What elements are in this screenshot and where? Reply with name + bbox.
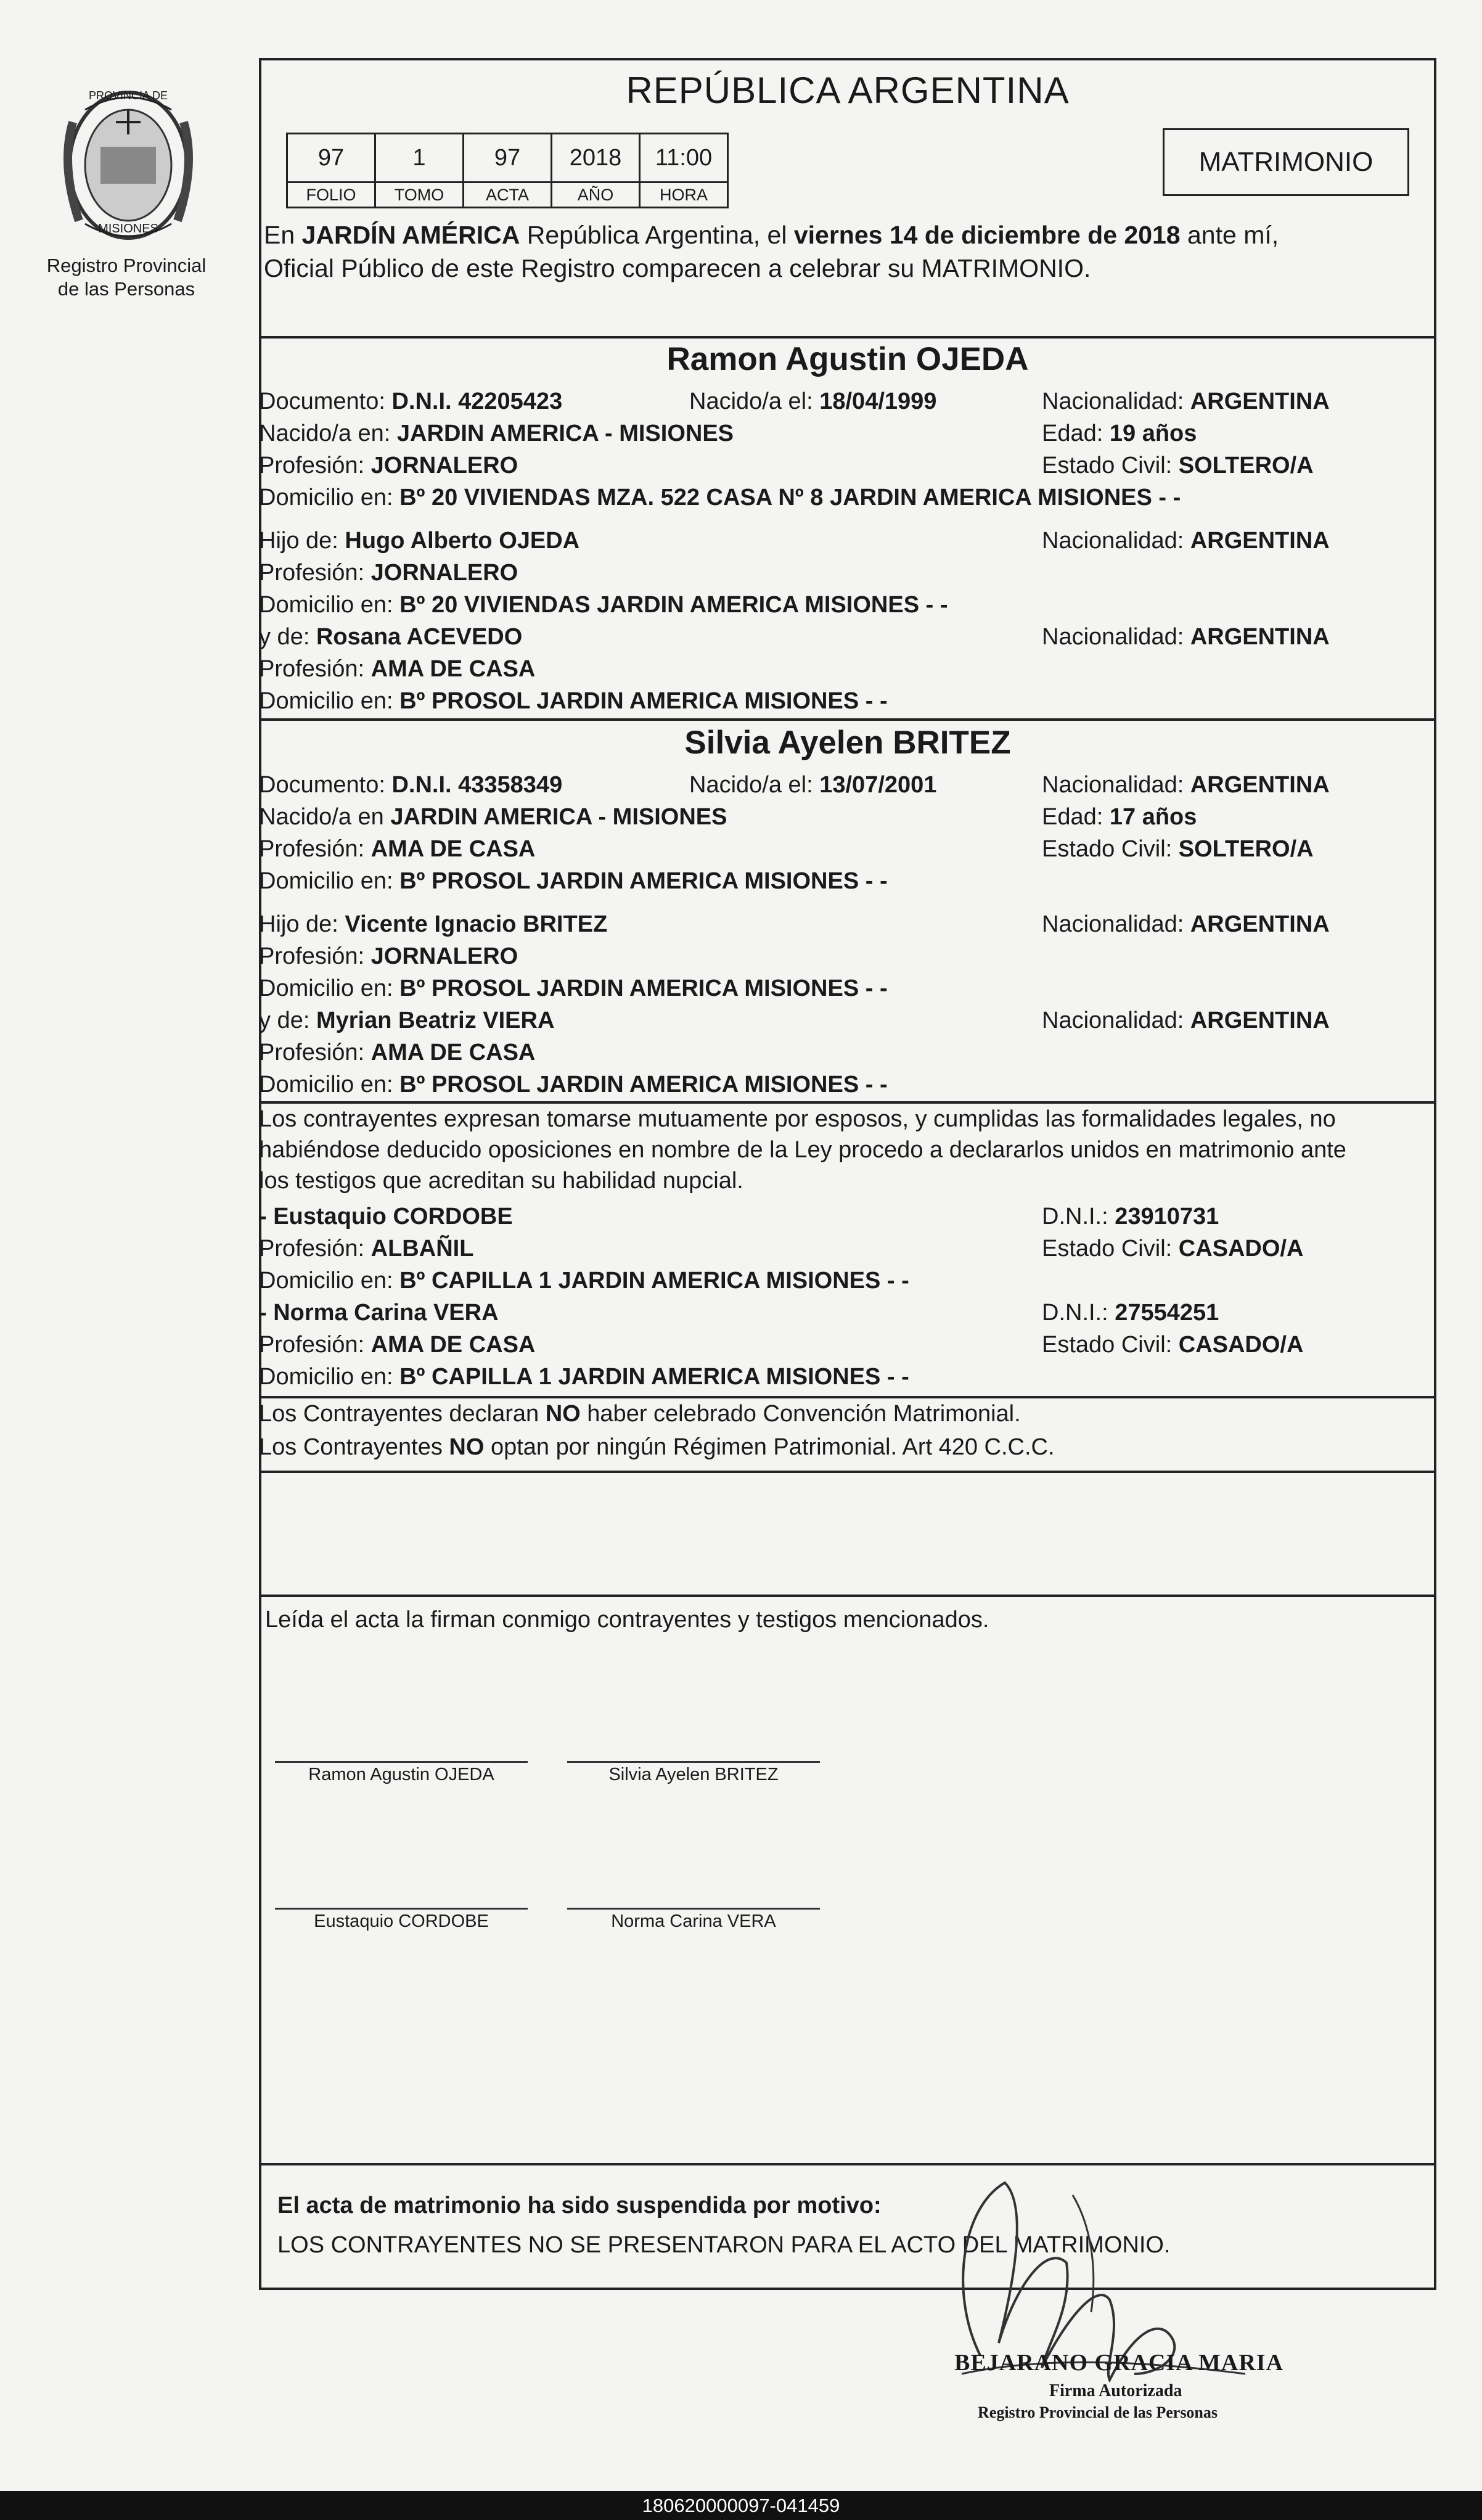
signature-label-2: Silvia Ayelen BRITEZ xyxy=(608,1765,779,1784)
value: AMA DE CASA xyxy=(370,1040,536,1065)
label: Hijo de: xyxy=(259,911,345,937)
label: Edad: xyxy=(1042,421,1110,446)
label: Nacionalidad: xyxy=(1042,388,1190,414)
label: Domicilio en: xyxy=(259,975,400,1001)
signature-line xyxy=(275,1761,528,1763)
label: D.N.I.: xyxy=(1042,1204,1115,1229)
value: 13/07/2001 xyxy=(819,772,937,798)
spouse1-father xyxy=(259,525,579,556)
acta-label: ACTA xyxy=(464,183,552,208)
signature-line xyxy=(567,1908,820,1910)
value: Bº PROSOL JARDIN AMERICA MISIONES - - xyxy=(399,688,888,714)
spouse1-born xyxy=(689,386,936,417)
value: Bº 20 VIVIENDAS JARDIN AMERICA MISIONES - - xyxy=(399,592,948,618)
intro-text: ante mí, xyxy=(1180,221,1279,249)
registry-box xyxy=(286,133,729,208)
divider xyxy=(259,1471,1436,1473)
regime-clause xyxy=(259,1432,1055,1463)
spouse2-doc xyxy=(259,770,562,800)
label: Estado Civil: xyxy=(1042,1332,1179,1358)
value: ARGENTINA xyxy=(1190,1008,1330,1033)
label: y de: xyxy=(259,624,316,650)
text: haber celebrado Convención Matrimonial. xyxy=(580,1401,1021,1427)
divider xyxy=(259,718,1436,721)
seal-text-top: PROVINCIA DE xyxy=(88,89,168,102)
spouse2-prof xyxy=(259,834,535,864)
spouse1-father-nat xyxy=(1042,525,1330,556)
serial-number: 180620000097-041459 xyxy=(0,2491,1482,2520)
text-bold: NO xyxy=(545,1401,581,1427)
spouse1-addr xyxy=(259,482,1181,513)
label: Edad: xyxy=(1042,804,1110,830)
spouse1-mother-prof xyxy=(259,654,535,684)
spouse2-civil xyxy=(1042,834,1314,864)
hour-label: HORA xyxy=(640,183,728,208)
spouse2-father-nat xyxy=(1042,909,1330,940)
value: Bº CAPILLA 1 JARDIN AMERICA MISIONES - - xyxy=(399,1268,909,1294)
spouse2-mother-prof xyxy=(259,1037,535,1068)
value: JARDIN AMERICA - MISIONES xyxy=(396,421,734,446)
witness1-addr xyxy=(259,1265,909,1296)
declaration-line3: los testigos que acreditan su habilidad nupcial. xyxy=(259,1168,743,1194)
intro-line2: Oficial Público de este Registro comparecen a celebrar su MATRIMONIO. xyxy=(264,254,1091,282)
spouse2-nat xyxy=(1042,770,1330,800)
spouse2-father xyxy=(259,909,607,940)
label: Domicilio en: xyxy=(259,1072,400,1098)
value: 17 años xyxy=(1109,804,1197,830)
witness2-addr xyxy=(259,1361,909,1392)
spouse1-mother-addr xyxy=(259,686,888,716)
stamp-office: Registro Provincial de las Personas xyxy=(978,2403,1218,2421)
folio-value: 97 xyxy=(287,134,375,183)
witness2-prof xyxy=(259,1329,535,1360)
value: ALBAÑIL xyxy=(370,1236,474,1262)
suspension-reason: LOS CONTRAYENTES NO SE PRESENTARON PARA EL ACTO DEL MATRIMONIO. xyxy=(277,2232,1171,2258)
label: Nacionalidad: xyxy=(1042,1008,1190,1033)
spouse1-mother xyxy=(259,622,522,652)
label: Domicilio en: xyxy=(259,688,400,714)
spouse2-mother-addr xyxy=(259,1069,888,1100)
value: AMA DE CASA xyxy=(370,836,536,862)
intro-date: viernes 14 de diciembre de 2018 xyxy=(793,221,1181,249)
label: Estado Civil: xyxy=(1042,836,1179,862)
value: 27554251 xyxy=(1115,1300,1219,1326)
spouse1-civil xyxy=(1042,450,1314,481)
page-title: REPÚBLICA ARGENTINA xyxy=(626,70,1070,111)
label: Hijo de: xyxy=(259,528,345,554)
label: Nacionalidad: xyxy=(1042,528,1190,554)
value: ARGENTINA xyxy=(1190,528,1330,554)
intro-line1 xyxy=(264,218,1279,252)
spouse1-doc xyxy=(259,386,562,417)
value: 23910731 xyxy=(1115,1204,1219,1229)
seal-text-bottom: MISIONES xyxy=(98,222,158,236)
label: Domicilio en: xyxy=(259,592,400,618)
label: Profesión: xyxy=(259,560,371,586)
witness1-prof xyxy=(259,1233,473,1264)
value: CASADO/A xyxy=(1178,1332,1304,1358)
seal-label xyxy=(25,254,228,301)
divider xyxy=(259,1594,1436,1597)
label: Estado Civil: xyxy=(1042,453,1179,478)
signature-line xyxy=(567,1761,820,1763)
value: 19 años xyxy=(1109,421,1197,446)
stamp-name: BEJARANO GRACIA MARIA xyxy=(954,2350,1284,2376)
suspension-heading: El acta de matrimonio ha sido suspendida por motivo: xyxy=(277,2193,882,2218)
value: Bº PROSOL JARDIN AMERICA MISIONES - - xyxy=(399,975,888,1001)
declaration-line2: habiéndose deducido oposiciones en nombre de la Ley procedo a declararlos unidos en matrimonio ante xyxy=(259,1137,1346,1163)
text: Los Contrayentes xyxy=(259,1434,449,1460)
spouse1-mother-nat xyxy=(1042,622,1330,652)
divider xyxy=(259,336,1436,339)
label: Profesión: xyxy=(259,453,371,478)
intro-place: JARDÍN AMÉRICA xyxy=(301,221,520,249)
text: Los Contrayentes declaran xyxy=(259,1401,546,1427)
value: JORNALERO xyxy=(370,560,518,586)
spouse1-nat xyxy=(1042,386,1330,417)
acta-value: 97 xyxy=(464,134,552,183)
value: JARDIN AMERICA - MISIONES xyxy=(390,804,727,830)
value: Rosana ACEVEDO xyxy=(316,624,523,650)
value: AMA DE CASA xyxy=(370,656,536,682)
value: ARGENTINA xyxy=(1190,772,1330,798)
label: Nacionalidad: xyxy=(1042,772,1190,798)
label: Nacido/a en xyxy=(259,804,391,830)
value: Bº 20 VIVIENDAS MZA. 522 CASA Nº 8 JARDIN AMERICA MISIONES - - xyxy=(399,485,1181,511)
spouse1-birthplace xyxy=(259,418,734,449)
label: Profesión: xyxy=(259,1332,371,1358)
value: CASADO/A xyxy=(1178,1236,1304,1262)
value: ARGENTINA xyxy=(1190,911,1330,937)
tomo-value: 1 xyxy=(375,134,464,183)
value: Bº CAPILLA 1 JARDIN AMERICA MISIONES - - xyxy=(399,1364,909,1390)
value: ARGENTINA xyxy=(1190,388,1330,414)
signature-label-1: Ramon Agustin OJEDA xyxy=(308,1765,494,1784)
label: Nacionalidad: xyxy=(1042,911,1190,937)
value: Myrian Beatriz VIERA xyxy=(316,1008,555,1033)
label: Profesión: xyxy=(259,1040,371,1065)
spouse1-name: Ramon Agustin OJEDA xyxy=(666,341,1029,377)
label: Documento: xyxy=(259,772,392,798)
witness1-name xyxy=(259,1201,513,1232)
year-value: 2018 xyxy=(552,134,640,183)
spouse1-father-prof xyxy=(259,557,518,588)
label: Nacido/a en: xyxy=(259,421,397,446)
folio-label: FOLIO xyxy=(287,183,375,208)
value: D.N.I. 43358349 xyxy=(391,772,563,798)
label: Nacido/a el: xyxy=(689,772,820,798)
intro-text: República Argentina, el xyxy=(520,221,794,249)
convention-clause xyxy=(259,1398,1021,1429)
value: SOLTERO/A xyxy=(1178,836,1314,862)
value: Bº PROSOL JARDIN AMERICA MISIONES - - xyxy=(399,868,888,894)
value: Vicente Ignacio BRITEZ xyxy=(345,911,608,937)
label: Domicilio en: xyxy=(259,485,400,511)
witness2-dni xyxy=(1042,1297,1219,1328)
label: y de: xyxy=(259,1008,316,1033)
spouse2-name: Silvia Ayelen BRITEZ xyxy=(684,724,1011,761)
value: 18/04/1999 xyxy=(819,388,937,414)
label: Domicilio en: xyxy=(259,1268,400,1294)
spouse2-mother xyxy=(259,1005,554,1036)
label: D.N.I.: xyxy=(1042,1300,1115,1326)
label: Profesión: xyxy=(259,836,371,862)
label: Nacido/a el: xyxy=(689,388,820,414)
label: Profesión: xyxy=(259,656,371,682)
value: JORNALERO xyxy=(370,943,518,969)
spouse2-age xyxy=(1042,802,1197,832)
witness2-name xyxy=(259,1297,499,1328)
witness1-dni xyxy=(1042,1201,1219,1232)
spouse1-father-addr xyxy=(259,589,948,620)
act-type-box: MATRIMONIO xyxy=(1163,128,1409,196)
text-bold: NO xyxy=(449,1434,485,1460)
label: Documento: xyxy=(259,388,392,414)
signature-line xyxy=(275,1908,528,1910)
divider xyxy=(259,2163,1436,2165)
stamp-role: Firma Autorizada xyxy=(1049,2381,1182,2400)
intro-text: En xyxy=(264,221,302,249)
value: SOLTERO/A xyxy=(1178,453,1314,478)
spouse2-addr xyxy=(259,866,888,897)
value: Bº PROSOL JARDIN AMERICA MISIONES - - xyxy=(399,1072,888,1098)
declaration-line1: Los contrayentes expresan tomarse mutuamente por esposos, y cumplidas las formalidades legales, no xyxy=(259,1106,1336,1132)
signature-label-4: Norma Carina VERA xyxy=(611,1911,776,1931)
spouse2-born xyxy=(689,770,936,800)
value: Hugo Alberto OJEDA xyxy=(345,528,580,554)
spouse2-birthplace xyxy=(259,802,727,832)
value: AMA DE CASA xyxy=(370,1332,536,1358)
signature-label-3: Eustaquio CORDOBE xyxy=(314,1911,489,1931)
label: Profesión: xyxy=(259,1236,371,1262)
label: Nacionalidad: xyxy=(1042,624,1190,650)
label: Domicilio en: xyxy=(259,1364,400,1390)
text: optan por ningún Régimen Patrimonial. Art 420 C.C.C. xyxy=(484,1434,1055,1460)
value: ARGENTINA xyxy=(1190,624,1330,650)
label: Profesión: xyxy=(259,943,371,969)
closing-text: Leída el acta la firman conmigo contrayentes y testigos mencionados. xyxy=(265,1607,989,1633)
spouse1-age xyxy=(1042,418,1197,449)
spouse2-father-addr xyxy=(259,973,888,1004)
witness2-civil xyxy=(1042,1329,1303,1360)
label: Estado Civil: xyxy=(1042,1236,1179,1262)
witness1-civil xyxy=(1042,1233,1303,1264)
value: JORNALERO xyxy=(370,453,518,478)
value: - Norma Carina VERA xyxy=(259,1300,499,1326)
label: Domicilio en: xyxy=(259,868,400,894)
spouse1-prof xyxy=(259,450,518,481)
seal-label-line1: Registro Provincial xyxy=(46,255,207,276)
year-label: AÑO xyxy=(552,183,640,208)
spouse2-father-prof xyxy=(259,941,518,972)
value: D.N.I. 42205423 xyxy=(391,388,563,414)
seal-label-line2: de las Personas xyxy=(57,278,195,300)
value: - Eustaquio CORDOBE xyxy=(259,1204,513,1229)
hour-value: 11:00 xyxy=(640,134,728,183)
spouse2-mother-nat xyxy=(1042,1005,1330,1036)
tomo-label: TOMO xyxy=(375,183,464,208)
